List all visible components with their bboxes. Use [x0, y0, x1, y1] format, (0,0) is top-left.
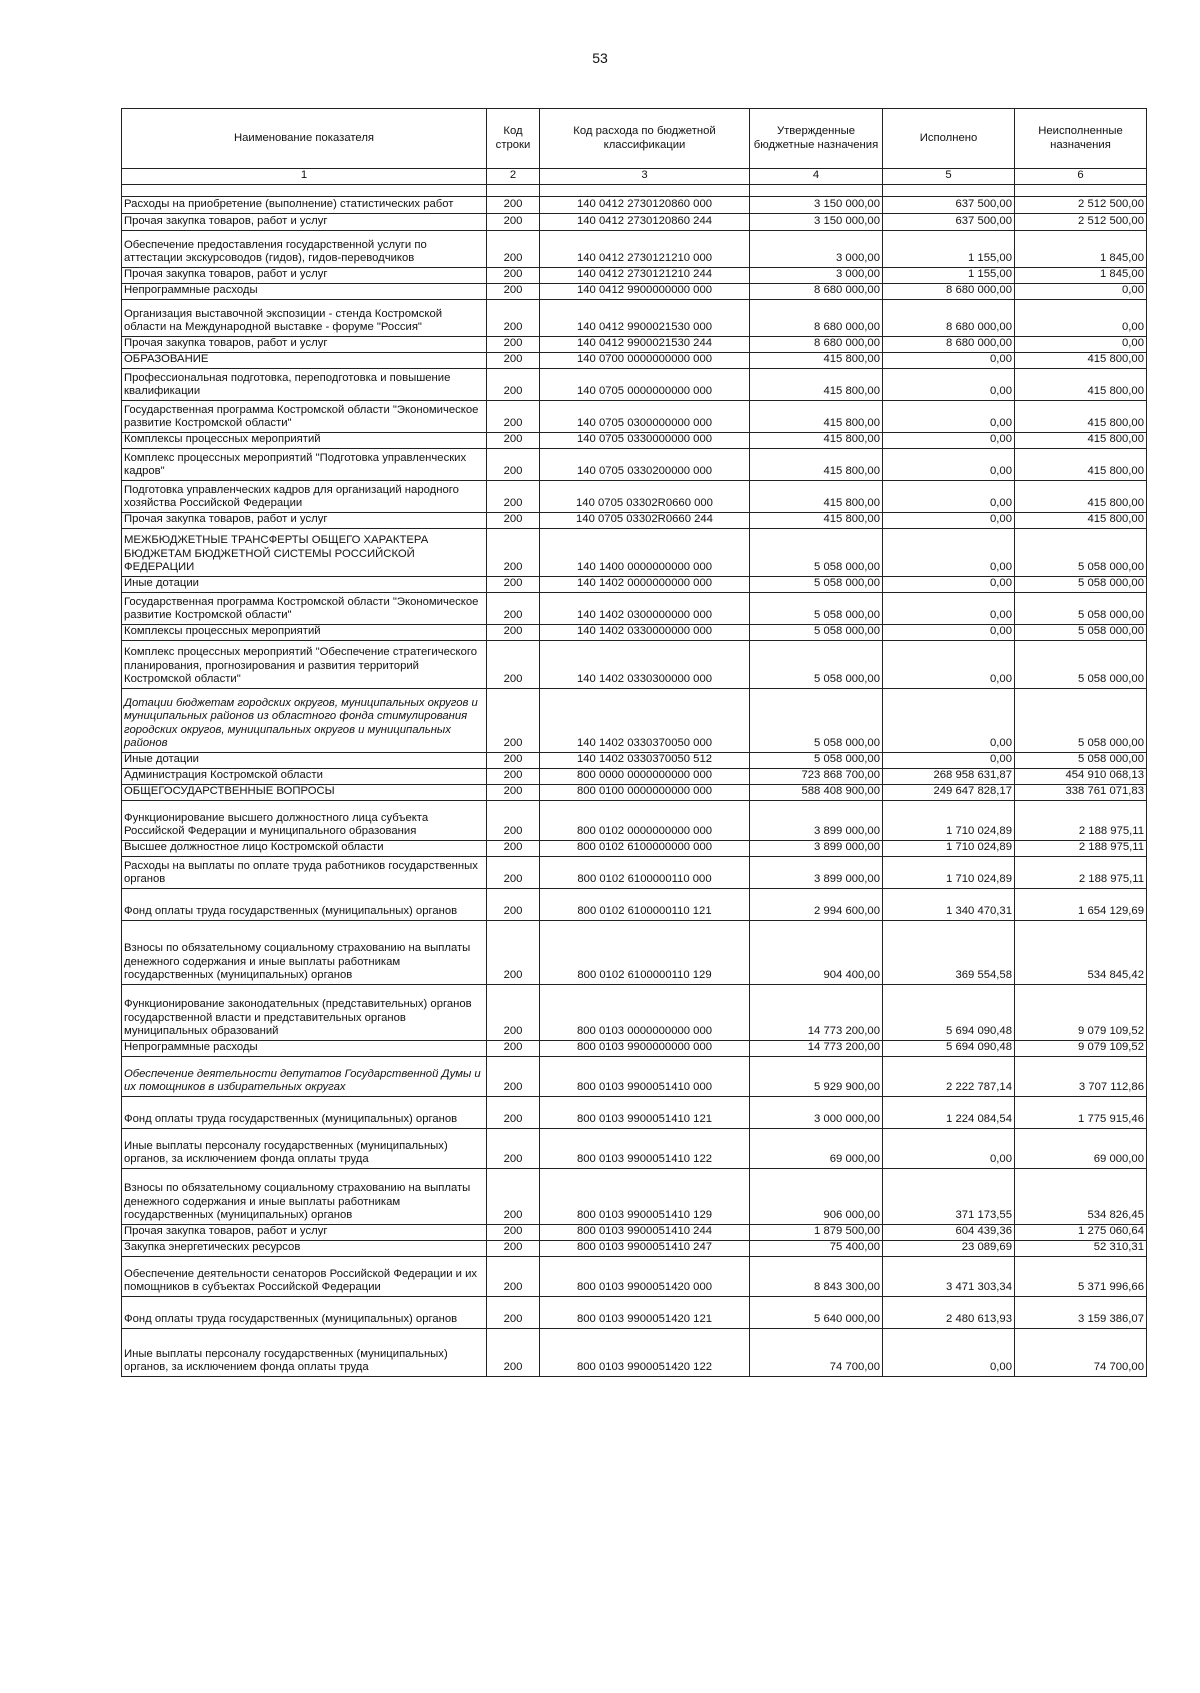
- row-line-code: 200: [487, 985, 540, 1041]
- row-executed-amount: 637 500,00: [883, 197, 1015, 214]
- row-line-code: 200: [487, 1057, 540, 1097]
- row-unexecuted-amount: 415 800,00: [1015, 481, 1147, 513]
- row-executed-amount: 23 089,69: [883, 1241, 1015, 1257]
- row-unexecuted-amount: 338 761 071,83: [1015, 785, 1147, 801]
- row-expense-code: 140 0412 2730121210 244: [540, 268, 750, 284]
- table-row: [122, 641, 1147, 689]
- row-approved-amount: 74 700,00: [750, 1329, 883, 1377]
- row-line-code: 200: [487, 641, 540, 689]
- row-unexecuted-amount: 1 654 129,69: [1015, 889, 1147, 921]
- row-unexecuted-amount: 5 058 000,00: [1015, 641, 1147, 689]
- table-row: [122, 231, 1147, 268]
- row-approved-amount: 75 400,00: [750, 1241, 883, 1257]
- row-executed-amount: 0,00: [883, 529, 1015, 577]
- row-executed-amount: 0,00: [883, 1329, 1015, 1377]
- row-name: Высшее должностное лицо Костромской области: [122, 841, 487, 857]
- budget-execution-table: [121, 108, 1147, 1377]
- row-approved-amount: 5 058 000,00: [750, 625, 883, 641]
- row-executed-amount: 604 439,36: [883, 1225, 1015, 1241]
- column-number: 3: [540, 169, 750, 185]
- table-row: [122, 1329, 1147, 1377]
- row-expense-code: 800 0103 9900051410 121: [540, 1097, 750, 1129]
- row-unexecuted-amount: 3 159 386,07: [1015, 1297, 1147, 1329]
- row-line-code: 200: [487, 889, 540, 921]
- row-unexecuted-amount: 2 512 500,00: [1015, 197, 1147, 214]
- row-approved-amount: 723 868 700,00: [750, 769, 883, 785]
- row-name: Прочая закупка товаров, работ и услуг: [122, 268, 487, 284]
- table-row: [122, 889, 1147, 921]
- header-approved: Утвержденные бюджетные назначения: [750, 109, 883, 169]
- row-expense-code: 800 0103 9900051420 122: [540, 1329, 750, 1377]
- row-unexecuted-amount: 5 058 000,00: [1015, 753, 1147, 769]
- row-line-code: 200: [487, 231, 540, 268]
- row-expense-code: 140 0412 2730121210 000: [540, 231, 750, 268]
- header-line-code: Код строки: [487, 109, 540, 169]
- table-row: [122, 1097, 1147, 1129]
- table-row: [122, 513, 1147, 529]
- row-expense-code: 140 0705 03302R0660 000: [540, 481, 750, 513]
- row-expense-code: 140 1400 0000000000 000: [540, 529, 750, 577]
- row-line-code: 200: [487, 1225, 540, 1241]
- row-unexecuted-amount: 5 058 000,00: [1015, 593, 1147, 625]
- row-line-code: 200: [487, 1257, 540, 1297]
- table-row: [122, 857, 1147, 889]
- row-expense-code: 140 0412 2730120860 000: [540, 197, 750, 214]
- row-name: Прочая закупка товаров, работ и услуг: [122, 513, 487, 529]
- row-name: Дотации бюджетам городских округов, муниципальных округов и муниципальных районов из областного фонда стимулирования городских округов, муниципальных округов и муниципальных районов: [122, 689, 487, 753]
- row-name: Фонд оплаты труда государственных (муниципальных) органов: [122, 1297, 487, 1329]
- row-executed-amount: 637 500,00: [883, 214, 1015, 231]
- table-row: [122, 1241, 1147, 1257]
- row-expense-code: 800 0103 9900051410 000: [540, 1057, 750, 1097]
- column-number-row: [122, 169, 1147, 185]
- row-unexecuted-amount: 9 079 109,52: [1015, 985, 1147, 1041]
- row-unexecuted-amount: 3 707 112,86: [1015, 1057, 1147, 1097]
- column-number: 1: [122, 169, 487, 185]
- row-approved-amount: 8 680 000,00: [750, 337, 883, 353]
- table-row: [122, 268, 1147, 284]
- table-row: [122, 529, 1147, 577]
- row-name: Прочая закупка товаров, работ и услуг: [122, 214, 487, 231]
- row-approved-amount: 69 000,00: [750, 1129, 883, 1169]
- column-number: 4: [750, 169, 883, 185]
- table-row: [122, 197, 1147, 214]
- table-row: [122, 1057, 1147, 1097]
- row-unexecuted-amount: 52 310,31: [1015, 1241, 1147, 1257]
- row-name: Обеспечение деятельности сенаторов Российской Федерации и их помощников в субъектах Российской Федерации: [122, 1257, 487, 1297]
- row-approved-amount: 588 408 900,00: [750, 785, 883, 801]
- row-line-code: 200: [487, 593, 540, 625]
- row-executed-amount: 0,00: [883, 689, 1015, 753]
- row-unexecuted-amount: 69 000,00: [1015, 1129, 1147, 1169]
- table-body: [122, 197, 1147, 1377]
- row-approved-amount: 3 000 000,00: [750, 1097, 883, 1129]
- row-approved-amount: 3 150 000,00: [750, 197, 883, 214]
- row-unexecuted-amount: 1 845,00: [1015, 231, 1147, 268]
- table-row: [122, 369, 1147, 401]
- row-name: Иные выплаты персоналу государственных (муниципальных) органов, за исключением фонда оплаты труда: [122, 1129, 487, 1169]
- row-name: Государственная программа Костромской области "Экономическое развитие Костромской области": [122, 593, 487, 625]
- row-executed-amount: 5 694 090,48: [883, 1041, 1015, 1057]
- row-name: Комплекс процессных мероприятий "Подготовка управленческих кадров": [122, 449, 487, 481]
- row-expense-code: 140 1402 0300000000 000: [540, 593, 750, 625]
- row-unexecuted-amount: 1 775 915,46: [1015, 1097, 1147, 1129]
- row-name: Подготовка управленческих кадров для организаций народного хозяйства Российской Федерации: [122, 481, 487, 513]
- row-unexecuted-amount: 9 079 109,52: [1015, 1041, 1147, 1057]
- row-name: Администрация Костромской области: [122, 769, 487, 785]
- row-approved-amount: 3 000,00: [750, 231, 883, 268]
- table-row: [122, 841, 1147, 857]
- row-line-code: 200: [487, 857, 540, 889]
- row-unexecuted-amount: 5 058 000,00: [1015, 529, 1147, 577]
- row-name: Фонд оплаты труда государственных (муниципальных) органов: [122, 889, 487, 921]
- row-executed-amount: 0,00: [883, 1129, 1015, 1169]
- row-expense-code: 140 0412 9900021530 000: [540, 300, 750, 337]
- row-name: Организация выставочной экспозиции - стенда Костромской области на Международной выставке - форуме "Россия": [122, 300, 487, 337]
- row-line-code: 200: [487, 801, 540, 841]
- row-executed-amount: 8 680 000,00: [883, 337, 1015, 353]
- row-expense-code: 800 0103 9900051410 122: [540, 1129, 750, 1169]
- table-row: [122, 214, 1147, 231]
- row-line-code: 200: [487, 369, 540, 401]
- row-expense-code: 140 1402 0000000000 000: [540, 577, 750, 593]
- row-executed-amount: 0,00: [883, 433, 1015, 449]
- row-unexecuted-amount: 2 512 500,00: [1015, 214, 1147, 231]
- row-name: Прочая закупка товаров, работ и услуг: [122, 337, 487, 353]
- row-executed-amount: 2 480 613,93: [883, 1297, 1015, 1329]
- row-unexecuted-amount: 0,00: [1015, 284, 1147, 300]
- table-row: [122, 1169, 1147, 1225]
- row-expense-code: 800 0103 9900051410 244: [540, 1225, 750, 1241]
- row-approved-amount: 1 879 500,00: [750, 1225, 883, 1241]
- row-approved-amount: 415 800,00: [750, 369, 883, 401]
- row-line-code: 200: [487, 337, 540, 353]
- row-line-code: 200: [487, 1241, 540, 1257]
- row-name: Функционирование законодательных (представительных) органов государственной власти и представительных органов муниципальных образований: [122, 985, 487, 1041]
- row-approved-amount: 415 800,00: [750, 481, 883, 513]
- row-expense-code: 140 0412 9900000000 000: [540, 284, 750, 300]
- row-executed-amount: 3 471 303,34: [883, 1257, 1015, 1297]
- row-line-code: 200: [487, 1297, 540, 1329]
- row-executed-amount: 0,00: [883, 481, 1015, 513]
- row-executed-amount: 1 710 024,89: [883, 857, 1015, 889]
- row-approved-amount: 5 640 000,00: [750, 1297, 883, 1329]
- row-name: Непрограммные расходы: [122, 1041, 487, 1057]
- row-approved-amount: 415 800,00: [750, 401, 883, 433]
- row-approved-amount: 5 058 000,00: [750, 689, 883, 753]
- row-line-code: 200: [487, 300, 540, 337]
- row-executed-amount: 0,00: [883, 593, 1015, 625]
- row-approved-amount: 2 994 600,00: [750, 889, 883, 921]
- row-line-code: 200: [487, 577, 540, 593]
- row-executed-amount: 5 694 090,48: [883, 985, 1015, 1041]
- table-row: [122, 1041, 1147, 1057]
- row-approved-amount: 5 058 000,00: [750, 529, 883, 577]
- row-executed-amount: 8 680 000,00: [883, 300, 1015, 337]
- row-expense-code: 140 0705 03302R0660 244: [540, 513, 750, 529]
- row-unexecuted-amount: 454 910 068,13: [1015, 769, 1147, 785]
- row-unexecuted-amount: 5 058 000,00: [1015, 689, 1147, 753]
- row-unexecuted-amount: 415 800,00: [1015, 449, 1147, 481]
- row-name: Прочая закупка товаров, работ и услуг: [122, 1225, 487, 1241]
- row-unexecuted-amount: 415 800,00: [1015, 353, 1147, 369]
- header-row: [122, 109, 1147, 169]
- row-unexecuted-amount: 2 188 975,11: [1015, 841, 1147, 857]
- row-unexecuted-amount: 0,00: [1015, 300, 1147, 337]
- row-approved-amount: 3 899 000,00: [750, 841, 883, 857]
- row-unexecuted-amount: 415 800,00: [1015, 513, 1147, 529]
- row-line-code: 200: [487, 769, 540, 785]
- row-executed-amount: 249 647 828,17: [883, 785, 1015, 801]
- row-approved-amount: 5 058 000,00: [750, 641, 883, 689]
- row-line-code: 200: [487, 353, 540, 369]
- table-row: [122, 433, 1147, 449]
- row-line-code: 200: [487, 529, 540, 577]
- row-unexecuted-amount: 74 700,00: [1015, 1329, 1147, 1377]
- table-row: [122, 300, 1147, 337]
- table-row: [122, 353, 1147, 369]
- row-expense-code: 800 0000 0000000000 000: [540, 769, 750, 785]
- table-row: [122, 1225, 1147, 1241]
- row-unexecuted-amount: 5 058 000,00: [1015, 577, 1147, 593]
- row-line-code: 200: [487, 401, 540, 433]
- row-executed-amount: 0,00: [883, 353, 1015, 369]
- row-name: ОБЩЕГОСУДАРСТВЕННЫЕ ВОПРОСЫ: [122, 785, 487, 801]
- row-expense-code: 800 0103 9900051420 000: [540, 1257, 750, 1297]
- table-row: [122, 753, 1147, 769]
- row-expense-code: 800 0103 9900051410 247: [540, 1241, 750, 1257]
- table-row: [122, 689, 1147, 753]
- row-name: Комплексы процессных мероприятий: [122, 625, 487, 641]
- row-unexecuted-amount: 2 188 975,11: [1015, 801, 1147, 841]
- row-line-code: 200: [487, 197, 540, 214]
- row-line-code: 200: [487, 841, 540, 857]
- row-name: Иные дотации: [122, 753, 487, 769]
- row-approved-amount: 906 000,00: [750, 1169, 883, 1225]
- row-unexecuted-amount: 534 845,42: [1015, 921, 1147, 985]
- row-line-code: 200: [487, 1169, 540, 1225]
- table-row: [122, 985, 1147, 1041]
- table-row: [122, 577, 1147, 593]
- row-approved-amount: 904 400,00: [750, 921, 883, 985]
- row-line-code: 200: [487, 1041, 540, 1057]
- row-approved-amount: 8 680 000,00: [750, 284, 883, 300]
- row-line-code: 200: [487, 268, 540, 284]
- row-line-code: 200: [487, 753, 540, 769]
- row-approved-amount: 415 800,00: [750, 449, 883, 481]
- row-line-code: 200: [487, 449, 540, 481]
- table-row: [122, 801, 1147, 841]
- row-expense-code: 140 0700 0000000000 000: [540, 353, 750, 369]
- row-line-code: 200: [487, 1097, 540, 1129]
- row-approved-amount: 5 058 000,00: [750, 577, 883, 593]
- row-executed-amount: 0,00: [883, 513, 1015, 529]
- row-approved-amount: 3 899 000,00: [750, 801, 883, 841]
- row-executed-amount: 1 155,00: [883, 231, 1015, 268]
- row-name: Обеспечение деятельности депутатов Государственной Думы и их помощников в избирательных округах: [122, 1057, 487, 1097]
- row-executed-amount: 0,00: [883, 577, 1015, 593]
- row-line-code: 200: [487, 513, 540, 529]
- spacer-row: [122, 185, 1147, 197]
- table-row: [122, 769, 1147, 785]
- row-expense-code: 140 1402 0330370050 512: [540, 753, 750, 769]
- row-expense-code: 140 0412 9900021530 244: [540, 337, 750, 353]
- row-executed-amount: 0,00: [883, 401, 1015, 433]
- table-row: [122, 1257, 1147, 1297]
- row-approved-amount: 415 800,00: [750, 513, 883, 529]
- table-row: [122, 481, 1147, 513]
- row-executed-amount: 1 224 084,54: [883, 1097, 1015, 1129]
- row-executed-amount: 0,00: [883, 449, 1015, 481]
- column-number: 2: [487, 169, 540, 185]
- row-executed-amount: 1 710 024,89: [883, 801, 1015, 841]
- row-expense-code: 800 0100 0000000000 000: [540, 785, 750, 801]
- table-row: [122, 284, 1147, 300]
- row-name: Расходы на приобретение (выполнение) статистических работ: [122, 197, 487, 214]
- row-executed-amount: 0,00: [883, 753, 1015, 769]
- row-executed-amount: 268 958 631,87: [883, 769, 1015, 785]
- row-name: Непрограммные расходы: [122, 284, 487, 300]
- row-unexecuted-amount: 1 275 060,64: [1015, 1225, 1147, 1241]
- table-row: [122, 401, 1147, 433]
- table-row: [122, 1129, 1147, 1169]
- row-expense-code: 800 0103 0000000000 000: [540, 985, 750, 1041]
- row-unexecuted-amount: 0,00: [1015, 337, 1147, 353]
- row-executed-amount: 1 340 470,31: [883, 889, 1015, 921]
- row-name: Расходы на выплаты по оплате труда работников государственных органов: [122, 857, 487, 889]
- row-expense-code: 800 0102 6100000110 121: [540, 889, 750, 921]
- row-unexecuted-amount: 415 800,00: [1015, 401, 1147, 433]
- row-expense-code: 800 0102 6100000000 000: [540, 841, 750, 857]
- row-expense-code: 140 0705 0330200000 000: [540, 449, 750, 481]
- row-line-code: 200: [487, 284, 540, 300]
- row-executed-amount: 0,00: [883, 625, 1015, 641]
- row-approved-amount: 5 058 000,00: [750, 593, 883, 625]
- row-approved-amount: 3 899 000,00: [750, 857, 883, 889]
- row-line-code: 200: [487, 1329, 540, 1377]
- row-line-code: 200: [487, 433, 540, 449]
- row-expense-code: 800 0103 9900000000 000: [540, 1041, 750, 1057]
- row-executed-amount: 369 554,58: [883, 921, 1015, 985]
- row-approved-amount: 8 680 000,00: [750, 300, 883, 337]
- row-executed-amount: 2 222 787,14: [883, 1057, 1015, 1097]
- page-number: 53: [592, 50, 608, 66]
- row-approved-amount: 5 058 000,00: [750, 753, 883, 769]
- row-approved-amount: 8 843 300,00: [750, 1257, 883, 1297]
- row-expense-code: 140 0705 0000000000 000: [540, 369, 750, 401]
- row-name: МЕЖБЮДЖЕТНЫЕ ТРАНСФЕРТЫ ОБЩЕГО ХАРАКТЕРА БЮДЖЕТАМ БЮДЖЕТНОЙ СИСТЕМЫ РОССИЙСКОЙ ФЕДЕРАЦИИ: [122, 529, 487, 577]
- row-executed-amount: 0,00: [883, 641, 1015, 689]
- header-unexecuted: Неисполненные назначения: [1015, 109, 1147, 169]
- row-line-code: 200: [487, 1129, 540, 1169]
- row-executed-amount: 1 710 024,89: [883, 841, 1015, 857]
- row-expense-code: 140 0705 0300000000 000: [540, 401, 750, 433]
- row-line-code: 200: [487, 689, 540, 753]
- row-line-code: 200: [487, 921, 540, 985]
- row-name: Взносы по обязательному социальному страхованию на выплаты денежного содержания и иные выплаты работникам государственных (муниципальных) органов: [122, 921, 487, 985]
- row-unexecuted-amount: 415 800,00: [1015, 433, 1147, 449]
- row-executed-amount: 0,00: [883, 369, 1015, 401]
- row-expense-code: 800 0102 0000000000 000: [540, 801, 750, 841]
- column-number: 5: [883, 169, 1015, 185]
- table-row: [122, 921, 1147, 985]
- table-row: [122, 593, 1147, 625]
- row-expense-code: 140 1402 0330000000 000: [540, 625, 750, 641]
- row-expense-code: 800 0102 6100000110 000: [540, 857, 750, 889]
- row-approved-amount: 415 800,00: [750, 433, 883, 449]
- row-expense-code: 800 0102 6100000110 129: [540, 921, 750, 985]
- row-unexecuted-amount: 5 058 000,00: [1015, 625, 1147, 641]
- row-name: Профессиональная подготовка, переподготовка и повышение квалификации: [122, 369, 487, 401]
- row-name: ОБРАЗОВАНИЕ: [122, 353, 487, 369]
- row-approved-amount: 3 150 000,00: [750, 214, 883, 231]
- row-name: Комплексы процессных мероприятий: [122, 433, 487, 449]
- row-name: Фонд оплаты труда государственных (муниципальных) органов: [122, 1097, 487, 1129]
- row-unexecuted-amount: 5 371 996,66: [1015, 1257, 1147, 1297]
- row-unexecuted-amount: 2 188 975,11: [1015, 857, 1147, 889]
- row-expense-code: 140 0705 0330000000 000: [540, 433, 750, 449]
- row-approved-amount: 415 800,00: [750, 353, 883, 369]
- row-executed-amount: 1 155,00: [883, 268, 1015, 284]
- row-line-code: 200: [487, 785, 540, 801]
- row-unexecuted-amount: 1 845,00: [1015, 268, 1147, 284]
- row-approved-amount: 14 773 200,00: [750, 985, 883, 1041]
- row-name: Государственная программа Костромской области "Экономическое развитие Костромской области": [122, 401, 487, 433]
- row-approved-amount: 14 773 200,00: [750, 1041, 883, 1057]
- row-expense-code: 140 1402 0330370050 000: [540, 689, 750, 753]
- row-expense-code: 800 0103 9900051410 129: [540, 1169, 750, 1225]
- table-row: [122, 625, 1147, 641]
- header-expense-code: Код расхода по бюджетной классификации: [540, 109, 750, 169]
- row-expense-code: 800 0103 9900051420 121: [540, 1297, 750, 1329]
- row-line-code: 200: [487, 481, 540, 513]
- row-executed-amount: 8 680 000,00: [883, 284, 1015, 300]
- row-name: Комплекс процессных мероприятий "Обеспечение стратегического планирования, прогнозирования и развития территорий Костромской области": [122, 641, 487, 689]
- table-row: [122, 785, 1147, 801]
- row-line-code: 200: [487, 625, 540, 641]
- row-name: Функционирование высшего должностного лица субъекта Российской Федерации и муниципального образования: [122, 801, 487, 841]
- row-name: Обеспечение предоставления государственной услуги по аттестации экскурсоводов (гидов), гидов-переводчиков: [122, 231, 487, 268]
- table-row: [122, 449, 1147, 481]
- table-row: [122, 337, 1147, 353]
- column-number: 6: [1015, 169, 1147, 185]
- row-approved-amount: 3 000,00: [750, 268, 883, 284]
- row-line-code: 200: [487, 214, 540, 231]
- table-row: [122, 1297, 1147, 1329]
- row-name: Иные выплаты персоналу государственных (муниципальных) органов, за исключением фонда оплаты труда: [122, 1329, 487, 1377]
- row-name: Закупка энергетических ресурсов: [122, 1241, 487, 1257]
- header-name: Наименование показателя: [122, 109, 487, 169]
- row-executed-amount: 371 173,55: [883, 1169, 1015, 1225]
- row-expense-code: 140 1402 0330300000 000: [540, 641, 750, 689]
- row-unexecuted-amount: 415 800,00: [1015, 369, 1147, 401]
- row-unexecuted-amount: 534 826,45: [1015, 1169, 1147, 1225]
- row-expense-code: 140 0412 2730120860 244: [540, 214, 750, 231]
- row-name: Взносы по обязательному социальному страхованию на выплаты денежного содержания и иные выплаты работникам государственных (муниципальных) органов: [122, 1169, 487, 1225]
- header-executed: Исполнено: [883, 109, 1015, 169]
- row-name: Иные дотации: [122, 577, 487, 593]
- row-approved-amount: 5 929 900,00: [750, 1057, 883, 1097]
